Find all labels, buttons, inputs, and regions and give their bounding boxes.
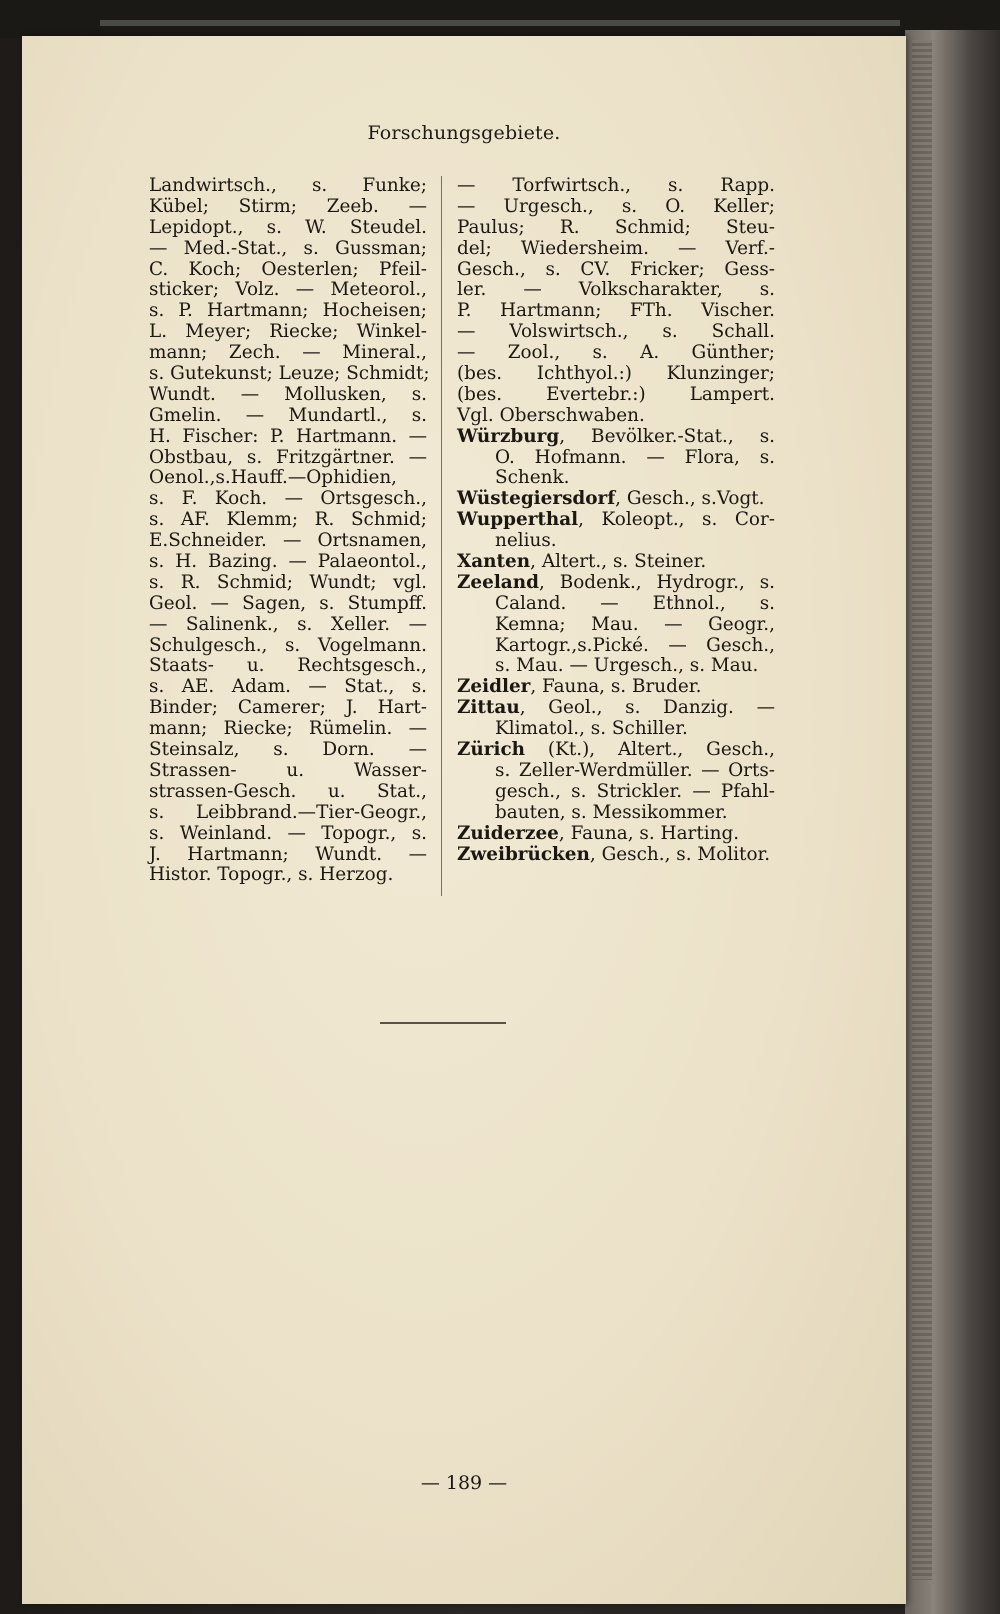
entry-text: , Bodenk., Hydrogr., s.: [538, 571, 775, 593]
entry-text: , Geol., s. Danzig. —: [519, 697, 775, 719]
entry-text: O. Hofmann. — Flora, s.: [495, 446, 775, 468]
entry-text: , Fauna, s. Harting.: [558, 822, 740, 844]
entry-text: Gesch., s. CV. Fricker; Gess-: [457, 258, 775, 280]
index-entry-line: [457, 573, 775, 594]
index-line: s. F. Koch. — Ortsgesch.,: [149, 488, 427, 510]
index-line: [457, 280, 775, 301]
index-line: Strassen- u. Wasser-: [149, 759, 427, 781]
place-headword: Würzburg: [457, 425, 560, 447]
entry-text: gesch., s. Strickler. — Pfahl-: [495, 780, 775, 802]
right-column: [457, 176, 775, 865]
index-line: Obstbau, s. Fritzgärtner. —: [149, 446, 427, 468]
entry-text: Caland. — Ethnol., s.: [495, 592, 775, 614]
index-line: sticker; Volz. — Meteorol.,: [149, 279, 427, 301]
index-line: Oenol.,s.Hauff.—Ophidien,: [149, 467, 398, 489]
place-headword: Zweibrücken: [457, 843, 590, 865]
index-line: [457, 656, 775, 677]
index-line: [457, 218, 775, 239]
index-entry-line: [457, 489, 775, 510]
index-line: [457, 636, 775, 657]
index-line: — Salinenk., s. Xeller. —: [149, 613, 427, 635]
entry-text: , Koleopt., s. Cor-: [578, 509, 775, 531]
index-line: [457, 239, 775, 260]
index-line: s. AE. Adam. — Stat., s.: [149, 676, 427, 698]
entry-text: ler. — Volkscharakter, s.: [457, 279, 775, 301]
index-line: — Med.-Stat., s. Gussman;: [149, 237, 427, 259]
index-line: s. P. Hartmann; Hocheisen;: [149, 300, 427, 322]
place-headword: Zeeland: [457, 571, 539, 593]
entry-text: — Urgesch., s. O. Keller;: [457, 195, 775, 217]
index-line: [457, 761, 775, 782]
place-headword: Wüstegiersdorf: [457, 488, 616, 510]
entry-text: nelius.: [495, 530, 557, 552]
entry-text: bauten, s. Messikommer.: [495, 801, 728, 823]
entry-text: , Gesch., s. Molitor.: [589, 843, 771, 865]
entry-text: P. Hartmann; FTh. Vischer.: [457, 300, 775, 322]
index-line: s. Weinland. — Topogr., s.: [149, 822, 427, 844]
index-entry-line: [457, 552, 775, 573]
entry-text: — Torfwirtsch., s. Rapp.: [457, 175, 775, 196]
page-header: Forschungsgebiete.: [367, 122, 561, 144]
entry-text: Kartogr.,s.Pické. — Gesch.,: [495, 634, 775, 656]
index-line: [457, 260, 775, 281]
index-entry-line: [457, 824, 775, 845]
index-line: mann; Zech. — Mineral.,: [149, 342, 427, 364]
index-line: [457, 719, 775, 740]
index-line: Landwirtsch., s. Funke;: [149, 175, 427, 196]
entry-text: , Bevölker.-Stat., s.: [559, 425, 775, 447]
entry-text: (Kt.), Altert., Gesch.,: [525, 739, 775, 761]
scanner-top-edge: [0, 0, 1000, 38]
place-headword: Zürich: [457, 739, 526, 761]
index-line: [457, 782, 775, 803]
index-line: Wundt. — Mollusken, s.: [149, 383, 427, 405]
section-end-rule: [380, 1022, 506, 1024]
index-entry-line: [457, 677, 775, 698]
index-entry-line: [457, 427, 775, 448]
index-line: mann; Riecke; Rümelin. —: [149, 718, 427, 740]
entry-text: Paulus; R. Schmid; Steu-: [457, 216, 775, 238]
index-line: [457, 343, 775, 364]
index-line: strassen-Gesch. u. Stat.,: [149, 780, 427, 802]
place-headword: Zuiderzee: [457, 822, 559, 844]
place-headword: Xanten: [457, 551, 531, 573]
index-line: [457, 468, 775, 489]
index-line: [457, 448, 775, 469]
index-line: Schulgesch., s. Vogelmann.: [149, 634, 427, 656]
index-entry-line: [457, 698, 775, 719]
index-line: [457, 364, 775, 385]
index-line: Histor. Topogr., s. Herzog.: [149, 864, 394, 886]
page-edges: [912, 40, 932, 1580]
entry-text: Schenk.: [495, 467, 570, 489]
entry-text: , Gesch., s.Vogt.: [615, 488, 765, 510]
index-line: J. Hartmann; Wundt. —: [149, 843, 427, 865]
index-line: Geol. — Sagen, s. Stumpff.: [149, 592, 427, 614]
index-line: Steinsalz, s. Dorn. —: [149, 739, 427, 761]
index-line: E.Schneider. — Ortsnamen,: [149, 530, 427, 552]
index-line: [457, 197, 775, 218]
index-line: C. Koch; Oesterlen; Pfeil-: [149, 258, 427, 280]
index-line: [457, 615, 775, 636]
entry-text: Vgl. Oberschwaben.: [457, 404, 645, 426]
index-line: Binder; Camerer; J. Hart-: [149, 697, 427, 719]
index-line: [457, 406, 775, 427]
index-entry-line: [457, 510, 775, 531]
index-line: [457, 322, 775, 343]
entry-text: — Volswirtsch., s. Schall.: [457, 321, 775, 343]
index-line: s. H. Bazing. — Palaeontol.,: [149, 551, 427, 573]
entry-text: , Altert., s. Steiner.: [530, 551, 707, 573]
index-entry-line: [457, 740, 775, 761]
entry-text: s. Mau. — Urgesch., s. Mau.: [495, 655, 759, 677]
index-line: s. Gutekunst; Leuze; Schmidt;: [149, 363, 430, 385]
index-line: Gmelin. — Mundartl., s.: [149, 404, 427, 426]
index-line: [457, 531, 775, 552]
page-number: — 189 —: [420, 1472, 508, 1494]
entry-text: (bes. Ichthyol.:) Klunzinger;: [457, 363, 775, 385]
entry-text: Klimatol., s. Schiller.: [495, 718, 688, 740]
entry-text: s. Zeller-Werdmüller. — Orts-: [495, 759, 775, 781]
index-line: L. Meyer; Riecke; Winkel-: [149, 321, 427, 343]
index-line: s. AF. Klemm; R. Schmid;: [149, 509, 427, 531]
entry-text: (bes. Evertebr.:) Lampert.: [457, 383, 775, 405]
entry-text: , Fauna, s. Bruder.: [530, 676, 702, 698]
index-line: s. R. Schmid; Wundt; vgl.: [149, 571, 427, 593]
index-line: [457, 176, 775, 197]
index-line: Kübel; Stirm; Zeeb. —: [149, 195, 427, 217]
entry-text: Kemna; Mau. — Geogr.,: [495, 613, 775, 635]
index-line: [457, 301, 775, 322]
index-line: s. Leibbrand.—Tier-Geogr.,: [149, 801, 427, 823]
index-line: [457, 803, 775, 824]
index-line: [457, 594, 775, 615]
place-headword: Wupperthal: [457, 509, 579, 531]
entry-text: del; Wiedersheim. — Verf.-: [457, 237, 775, 259]
column-divider: [441, 176, 442, 896]
index-line: Staats- u. Rechtsgesch.,: [149, 655, 427, 677]
index-line: H. Fischer: P. Hartmann. —: [149, 425, 427, 447]
place-headword: Zittau: [457, 697, 520, 719]
left-column: [149, 175, 430, 886]
index-line: [457, 385, 775, 406]
page-top-strip: [100, 20, 900, 26]
place-headword: Zeidler: [457, 676, 531, 698]
index-entry-line: [457, 845, 775, 866]
index-line: Lepidopt., s. W. Steudel.: [149, 216, 427, 238]
entry-text: — Zool., s. A. Günther;: [457, 342, 775, 364]
